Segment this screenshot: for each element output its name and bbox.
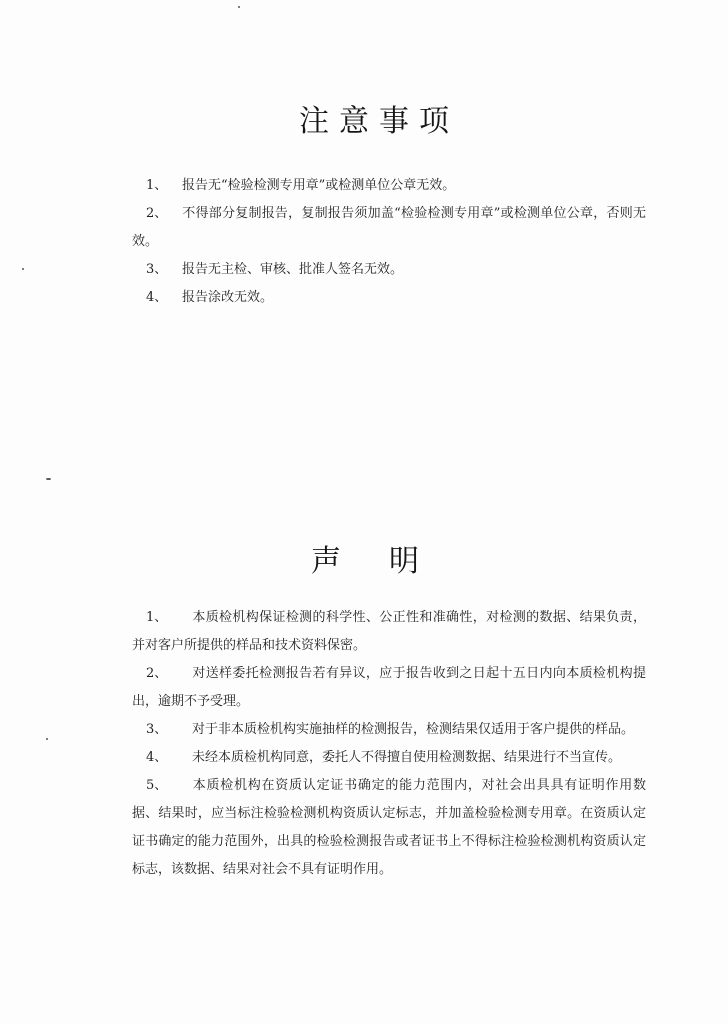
statement-item-text: 未经本质检机构同意，委托人不得擅自使用检测数据、结果进行不当宣传。 xyxy=(192,750,622,765)
scan-speck xyxy=(46,478,51,480)
statement-item-number: 2、 xyxy=(146,666,168,681)
statement-item-text: 本质检机构保证检测的科学性、公正性和准确性，对检测的数据、结果负责，并对客户所提供的样品和技术资料保密。 xyxy=(132,610,646,653)
notice-item-text: 报告无“检验检测专用章”或检测单位公章无效。 xyxy=(182,178,456,193)
notice-list xyxy=(132,172,646,312)
statement-item-number: 3、 xyxy=(146,722,168,737)
statement-item-2 xyxy=(132,660,646,716)
notice-item-3 xyxy=(132,256,646,284)
notice-item-number: 4、 xyxy=(146,290,168,305)
statement-item-number: 5、 xyxy=(146,778,168,793)
statement-list xyxy=(132,604,646,884)
statement-item-text: 对于非本质检机构实施抽样的检测报告，检测结果仅适用于客户提供的样品。 xyxy=(192,722,635,737)
notice-item-2 xyxy=(132,200,646,256)
notice-item-text: 不得部分复制报告，复制报告须加盖“检验检测专用章”或检测单位公章，否则无效。 xyxy=(132,206,646,249)
scan-speck xyxy=(238,6,240,8)
scan-speck xyxy=(22,268,24,270)
notice-title: 注意事项 xyxy=(299,104,459,139)
statement-item-text: 对送样委托检测报告若有异议，应于报告收到之日起十五日内向本质检机构提出，逾期不予受理。 xyxy=(132,666,646,709)
statement-item-number: 4、 xyxy=(146,750,168,765)
notice-item-number: 2、 xyxy=(146,206,168,221)
notice-item-text: 报告涂改无效。 xyxy=(182,290,274,305)
statement-item-4 xyxy=(132,744,646,772)
statement-title: 声明 xyxy=(311,544,467,579)
statement-item-3 xyxy=(132,716,646,744)
notice-item-1 xyxy=(132,172,646,200)
notice-item-text: 报告无主检、审核、批准人签名无效。 xyxy=(182,262,404,277)
notice-item-number: 1、 xyxy=(146,178,168,193)
notice-item-4 xyxy=(132,284,646,312)
statement-item-1 xyxy=(132,604,646,660)
statement-item-number: 1、 xyxy=(146,610,168,625)
notice-item-number: 3、 xyxy=(146,262,168,277)
statement-item-5 xyxy=(132,772,646,884)
statement-item-text: 本质检机构在资质认定证书确定的能力范围内，对社会出具具有证明作用数据、结果时，应当标注检验检测机构资质认定标志，并加盖检验检测专用章。在资质认定证书确定的能力范围外，出具的检验检测报告或者证书上不得标注检验检测机构资质认定标志，该数据、结果对社会不具有证明作用。 xyxy=(132,778,646,877)
scan-speck xyxy=(46,738,48,740)
